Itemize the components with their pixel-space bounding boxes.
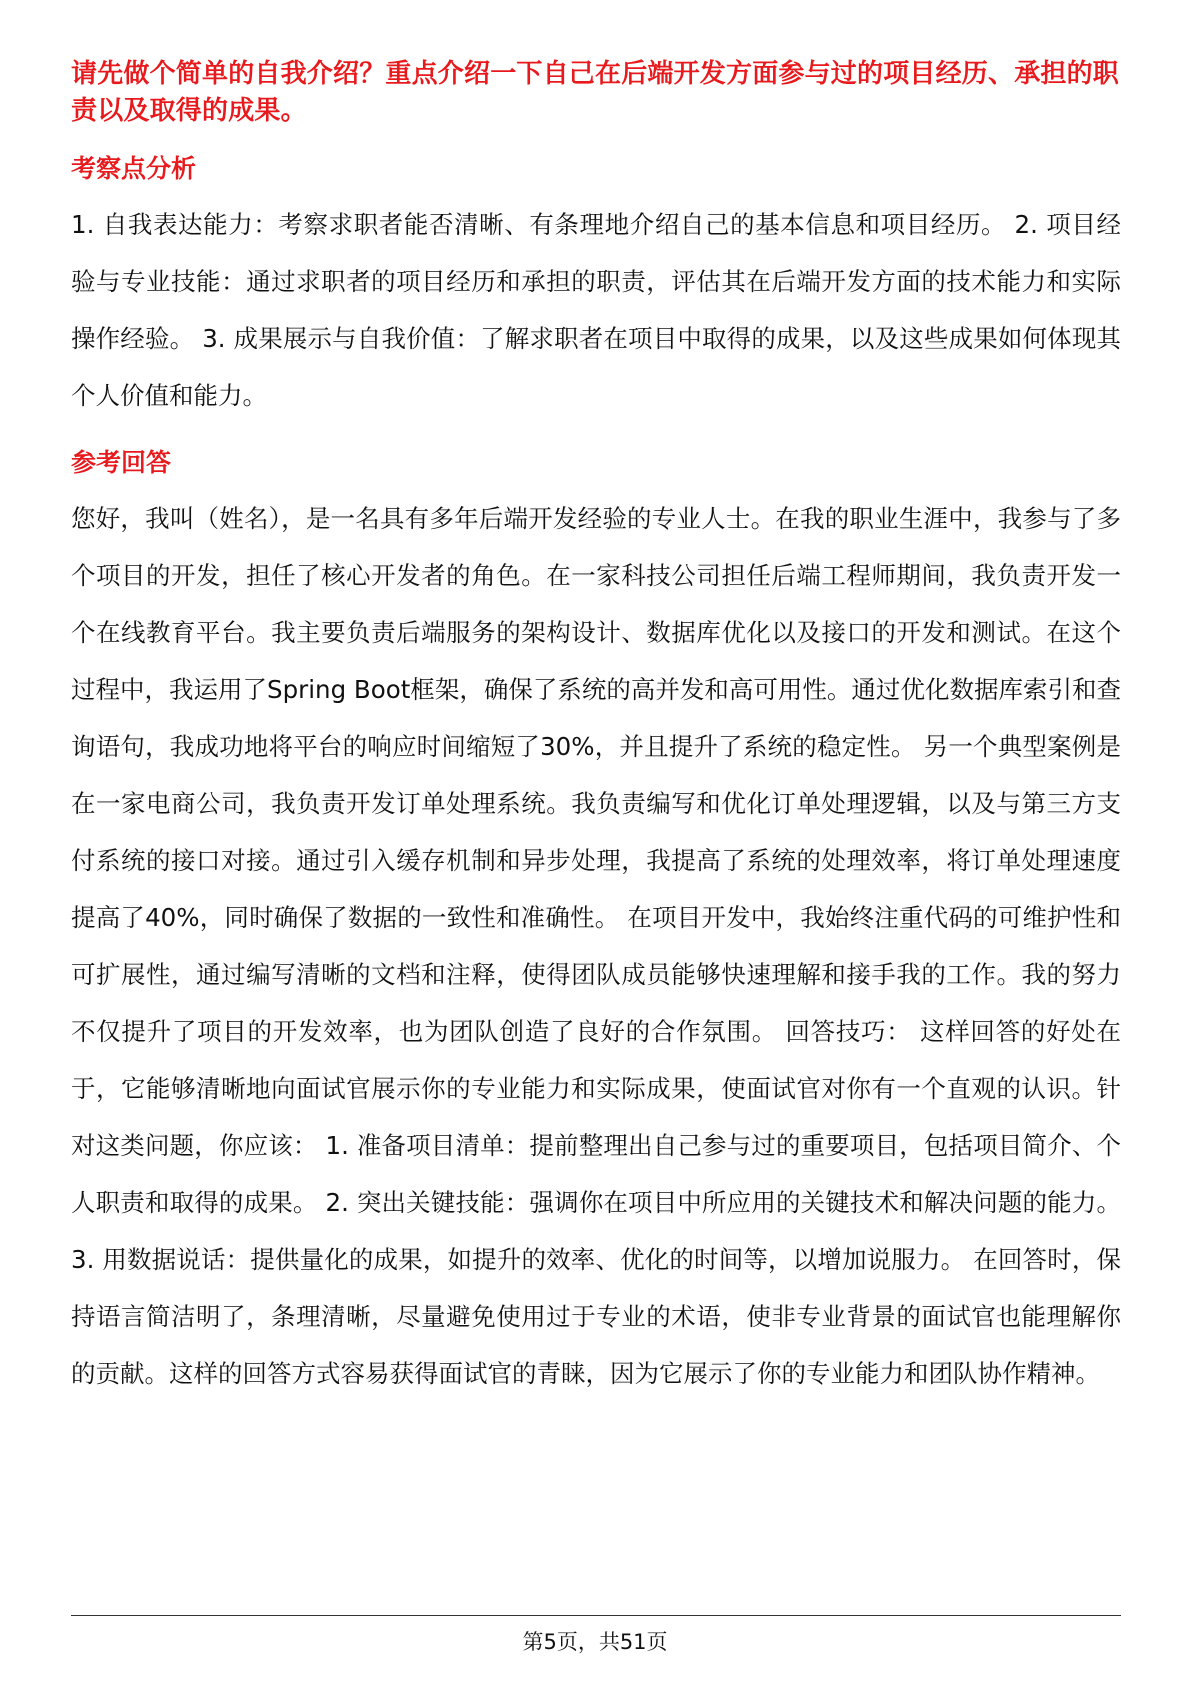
question-title: 请先做个简单的自我介绍？重点介绍一下自己在后端开发方面参与过的项目经历、承担的职责以及取得的成果。 <box>71 59 1120 126</box>
footer-divider <box>71 1615 1121 1616</box>
answer-heading: 参考回答 <box>71 448 172 477</box>
page-content <box>71 56 1121 1402</box>
page-number: 第5页，共51页 <box>522 1630 668 1654</box>
analysis-text: 1. 自我表达能力：考察求职者能否清晰、有条理地介绍自己的基本信息和项目经历。 2. 项目经验与专业技能：通过求职者的项目经历和承担的职责，评估其在后端开发方面的技术能力和实际操作经验。 3. 成果展示与自我价值：了解求职者在项目中取得的成果，以及这些成果如何体现其个人价值和能力。 <box>71 210 1121 410</box>
analysis-heading: 考察点分析 <box>71 154 197 183</box>
answer-text: 您好，我叫（姓名），是一名具有多年后端开发经验的专业人士。在我的职业生涯中，我参与了多个项目的开发，担任了核心开发者的角色。在一家科技公司担任后端工程师期间，我负责开发一个在线教育平台。我主要负责后端服务的架构设计、数据库优化以及接口的开发和测试。在这个过程中，我运用了Spring Boot框架，确保了系统的高并发和高可用性。通过优化数据库索引和查询语句，我成功地将平台的响应时间缩短了30%，并且提升了系统的稳定性。 另一个典型案例是在一家电商公司，我负责开发订单处理系统。我负责编写和优化订单处理逻辑，以及与第三方支付系统的接口对接。通过引入缓存机制和异步处理，我提高了系统的处理效率，将订单处理速度提高了40%，同时确保了数据的一致性和准确性。 在项目开发中，我始终注重代码的可维护性和可扩展性，通过编写清晰的文档和注释，使得团队成员能够快速理解和接手我的工作。我的努力不仅提升了项目的开发效率，也为团队创造了良好的合作氛围。 回答技巧： 这样回答的好处在于，它能够清晰地向面试官展示你的专业能力和实际成果，使面试官对你有一个直观的认识。针对这类问题，你应该： 1. 准备项目清单：提前整理出自己参与过的重要项目，包括项目简介、个人职责和取得的成果。 2. 突出关键技能：强调你在项目中所应用的关键技术和解决问题的能力。 3. 用数据说话：提供量化的成果，如提升的效率、优化的时间等，以增加说服力。 在回答时，保持语言简洁明了，条理清晰，尽量避免使用过于专业的术语，使非专业背景的面试官也能理解你的贡献。这样的回答方式容易获得面试官的青睐，因为它展示了你的专业能力和团队协作精神。 <box>71 504 1121 1388</box>
